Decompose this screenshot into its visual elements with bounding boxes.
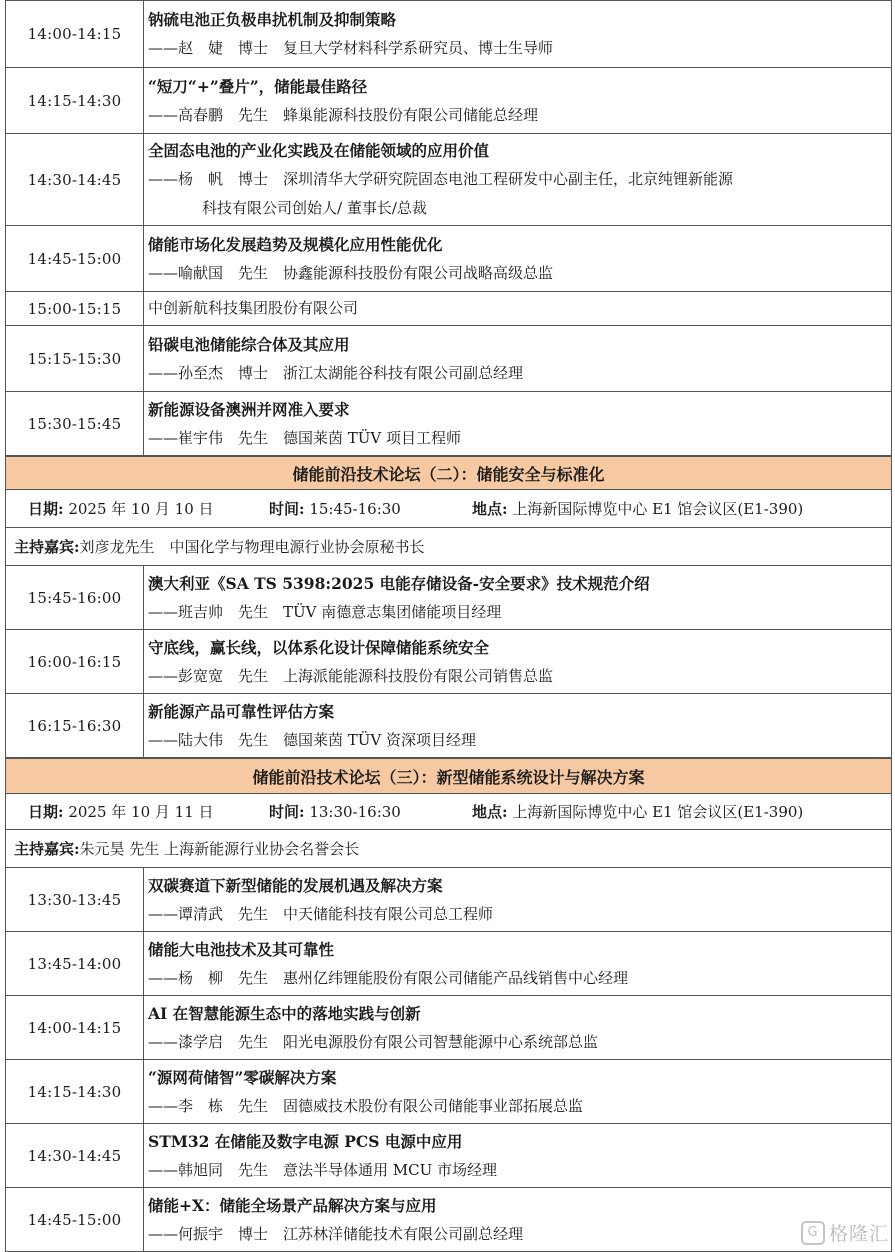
speaker-line: ——韩旭同 先生 意法半导体通用 MCU 市场经理 <box>148 1160 498 1179</box>
session-topic: 储能+X：储能全场景产品解决方案与应用 <box>148 1195 437 1215</box>
session-content <box>144 630 891 693</box>
time-slot: 13:45-14:00 <box>6 932 144 995</box>
watermark-text: 格隆汇 <box>828 1223 889 1245</box>
speaker-line: ——喻献国 先生 协鑫能源科技股份有限公司战略高级总监 <box>148 263 554 282</box>
speaker-line: ——何振宇 博士 江苏林洋储能技术有限公司副总经理 <box>148 1224 524 1243</box>
time-slot: 14:30-14:45 <box>6 134 144 225</box>
host-value: 朱元昊 先生 上海新能源行业协会名誉会长 <box>79 840 360 858</box>
session-content <box>144 1124 891 1187</box>
speaker-line: ——谭清武 先生 中天储能科技有限公司总工程师 <box>148 904 494 923</box>
agenda-row <box>5 996 892 1060</box>
time-slot: 14:15-14:30 <box>6 1060 144 1123</box>
time-value: 15:45-16:30 <box>309 500 401 518</box>
time-slot: 14:45-15:00 <box>6 226 144 291</box>
session-content <box>144 292 891 325</box>
place-label: 地点: <box>472 803 508 821</box>
speaker-line: ——李 栋 先生 固德威技术股份有限公司储能事业部拓展总监 <box>148 1096 584 1115</box>
agenda-row <box>5 134 892 226</box>
session-topic: 双碳赛道下新型储能的发展机遇及解决方案 <box>148 875 443 895</box>
time-slot: 13:30-13:45 <box>6 868 144 931</box>
time-value: 13:30-16:30 <box>309 803 401 821</box>
session-topic: 钠硫电池正负极串扰机制及抑制策略 <box>148 10 397 29</box>
speaker-line: ——高春鹏 先生 蜂巢能源科技股份有限公司储能总经理 <box>148 105 539 124</box>
time-slot: 16:00-16:15 <box>6 630 144 693</box>
session-content <box>144 932 891 995</box>
time-slot: 16:15-16:30 <box>6 694 144 757</box>
agenda-row <box>5 932 892 996</box>
host-row <box>5 528 892 566</box>
session-topic: STM32 在储能及数字电源 PCS 电源中应用 <box>148 1131 463 1151</box>
time-slot: 15:45-16:00 <box>6 566 144 629</box>
forum-title: 储能前沿技术论坛（三）：新型储能系统设计与解决方案 <box>252 767 645 787</box>
speaker-line: ——彭宽宽 先生 上海派能能源科技股份有限公司销售总监 <box>148 666 554 685</box>
session-topic: 全固态电池的产业化实践及在储能领域的应用价值 <box>148 141 490 160</box>
time-label: 时间: <box>269 803 305 821</box>
session-content <box>144 134 891 225</box>
time-slot: 14:30-14:45 <box>6 1124 144 1187</box>
agenda-row <box>5 694 892 758</box>
session-content <box>144 1 891 67</box>
agenda-row <box>5 630 892 694</box>
watermark <box>801 1219 889 1246</box>
speaker-line: ——陆大伟 先生 德国莱茵 TÜV 资深项目经理 <box>148 730 477 749</box>
agenda-row <box>5 226 892 292</box>
host-label: 主持嘉宾: <box>14 538 80 556</box>
speaker-line: ——杨 柳 先生 惠州亿纬锂能股份有限公司储能产品线销售中心经理 <box>148 968 629 987</box>
forum-header <box>5 758 892 794</box>
date-label: 日期: <box>28 803 64 821</box>
session-content <box>144 566 891 629</box>
session-topic: 新能源设备澳洲并网准入要求 <box>148 399 350 419</box>
session-topic: 澳大利亚《SA TS 5398:2025 电能存储设备-安全要求》技术规范介绍 <box>148 573 650 593</box>
time-label: 时间: <box>269 500 305 518</box>
agenda-row <box>5 1060 892 1124</box>
speaker-line: ——崔宇伟 先生 德国莱茵 TÜV 项目工程师 <box>148 428 462 447</box>
speaker-line: ——杨 帆 博士 深圳清华大学研究院固态电池工程研发中心副主任，北京纯锂新能源 <box>148 170 734 188</box>
agenda-row <box>5 1188 892 1252</box>
time-slot: 14:45-15:00 <box>6 1188 144 1251</box>
session-content <box>144 694 891 757</box>
time-slot: 15:00-15:15 <box>6 292 144 325</box>
session-content <box>144 226 891 291</box>
agenda-row <box>5 68 892 134</box>
session-topic: 新能源产品可靠性评估方案 <box>148 701 335 721</box>
date-label: 日期: <box>28 500 64 518</box>
session-content <box>144 68 891 133</box>
forum-title: 储能前沿技术论坛（二）：储能安全与标准化 <box>292 464 605 484</box>
session-content <box>144 1060 891 1123</box>
agenda-row <box>5 292 892 326</box>
agenda-row <box>5 0 892 68</box>
agenda-row <box>5 1124 892 1188</box>
speaker-line: ——赵 婕 博士 复旦大学材料科学系研究员、博士生导师 <box>148 39 554 57</box>
logo-mark-icon: G <box>801 1221 825 1245</box>
place-value: 上海新国际博览中心 E1 馆会议区(E1-390) <box>512 803 804 821</box>
time-slot: 15:15-15:30 <box>6 326 144 391</box>
host-label: 主持嘉宾: <box>14 840 80 858</box>
agenda-row <box>5 566 892 630</box>
session-topic: 储能市场化发展趋势及规模化应用性能优化 <box>148 234 443 254</box>
agenda-row <box>5 326 892 392</box>
date-value: 2025 年 10 月 10 日 <box>68 500 214 518</box>
agenda-row <box>5 868 892 932</box>
session-topic: 守底线，赢长线，以体系化设计保障储能系统安全 <box>148 637 490 657</box>
session-topic: AI 在智慧能源生态中的落地实践与创新 <box>148 1003 421 1023</box>
session-content <box>144 1188 891 1251</box>
date-value: 2025 年 10 月 11 日 <box>68 803 214 821</box>
place-value: 上海新国际博览中心 E1 馆会议区(E1-390) <box>512 500 804 518</box>
time-slot: 14:00-14:15 <box>6 996 144 1059</box>
forum-info-row <box>5 490 892 528</box>
session-topic: “短刀“+”叠片”，储能最佳路径 <box>148 76 368 96</box>
speaker-line: ——孙至杰 博士 浙江太湖能谷科技有限公司副总经理 <box>148 363 524 382</box>
speaker-line: ——漆学启 先生 阳光电源股份有限公司智慧能源中心系统部总监 <box>148 1032 599 1051</box>
session-topic: “源网荷储智”零碳解决方案 <box>148 1067 337 1087</box>
host-row <box>5 830 892 868</box>
host-value: 刘彦龙先生 中国化学与物理电源行业协会原秘书长 <box>79 538 425 556</box>
speaker-line: ——班吉帅 先生 TÜV 南德意志集团储能项目经理 <box>148 602 502 621</box>
session-content <box>144 326 891 391</box>
time-slot: 15:30-15:45 <box>6 392 144 455</box>
agenda-row <box>5 392 892 456</box>
speaker-line-continued: 科技有限公司创始人/ 董事长/总裁 <box>202 199 427 217</box>
session-content <box>144 868 891 931</box>
time-slot: 14:00-14:15 <box>6 1 144 67</box>
session-organization: 中创新航科技集团股份有限公司 <box>148 299 359 317</box>
place-label: 地点: <box>472 500 508 518</box>
session-topic: 铅碳电池储能综合体及其应用 <box>148 334 350 354</box>
forum-info-row <box>5 794 892 830</box>
session-content <box>144 996 891 1059</box>
session-content <box>144 392 891 455</box>
forum-header <box>5 456 892 490</box>
session-topic: 储能大电池技术及其可靠性 <box>148 939 335 959</box>
time-slot: 14:15-14:30 <box>6 68 144 133</box>
